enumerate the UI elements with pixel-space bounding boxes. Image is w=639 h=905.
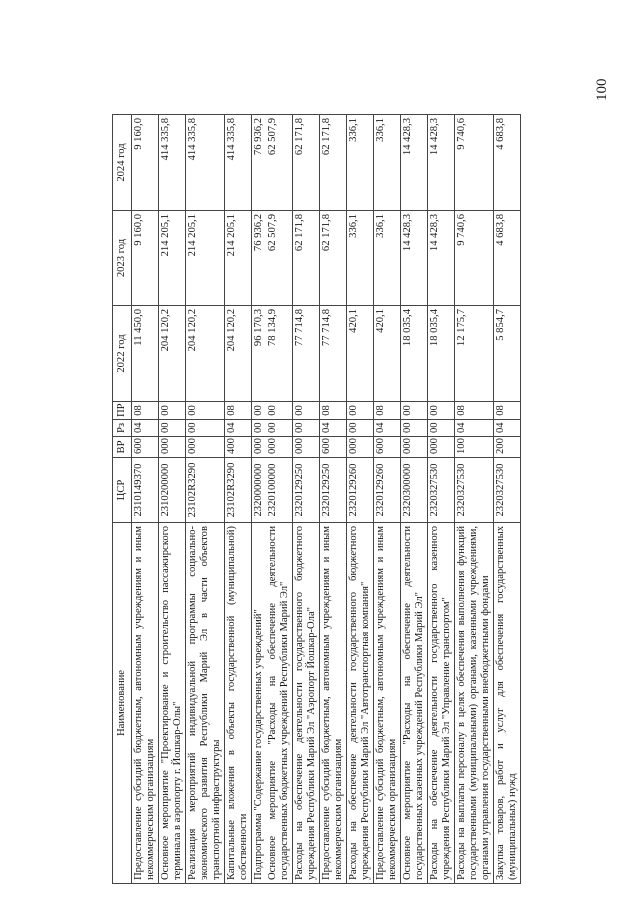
cell-2022: 420,1: [347, 306, 374, 402]
table-row: [266, 115, 293, 884]
cell-vr: 600: [320, 437, 347, 458]
cell-2023: 9 160,0: [132, 211, 159, 306]
cell-name: Капитальные вложения в объекты государственной (муниципальной) собственности: [225, 523, 252, 884]
cell-pr: 00: [293, 402, 320, 420]
table-row: [252, 115, 267, 884]
cell-csr: 2310149370: [132, 458, 159, 523]
cell-pr: 00: [401, 402, 428, 420]
cell-pr: 08: [320, 402, 347, 420]
cell-name: Предоставление субсидий бюджетным, автономным учреждениям и иным некоммерческим организациям: [132, 523, 159, 884]
cell-vr: 000: [266, 437, 293, 458]
cell-2024: 14 428,3: [428, 115, 455, 211]
cell-name: Подпрограмма "Содержание государственных учреждений": [252, 523, 267, 884]
cell-vr: 000: [293, 437, 320, 458]
cell-2024: 9 160,0: [132, 115, 159, 211]
cell-2024: 62 171,8: [293, 115, 320, 211]
cell-vr: 000: [428, 437, 455, 458]
rotated-table-container: [112, 115, 589, 884]
cell-name: Предоставление субсидий бюджетным, автономным учреждениям и иным некоммерческим организациям: [320, 523, 347, 884]
cell-2022: 5 854,7: [494, 306, 521, 402]
cell-vr: 000: [401, 437, 428, 458]
cell-rz: 04: [320, 420, 347, 437]
cell-rz: 04: [494, 420, 521, 437]
table-row: [132, 115, 159, 884]
cell-pr: 08: [455, 402, 494, 420]
cell-2023: 4 683,8: [494, 211, 521, 306]
table-row: [347, 115, 374, 884]
cell-2024: 14 428,3: [401, 115, 428, 211]
cell-pr: 00: [186, 402, 225, 420]
cell-rz: 00: [293, 420, 320, 437]
cell-2024: 4 683,8: [494, 115, 521, 211]
table-row: [374, 115, 401, 884]
cell-2022: 77 714,8: [320, 306, 347, 402]
header-csr: ЦСР: [113, 458, 132, 523]
cell-2023: 76 936,2: [252, 211, 267, 306]
cell-2022: 18 035,4: [428, 306, 455, 402]
cell-csr: 2320129260: [347, 458, 374, 523]
cell-csr: 2320129250: [293, 458, 320, 523]
header-rz: Рз: [113, 420, 132, 437]
cell-rz: 04: [374, 420, 401, 437]
cell-pr: 00: [252, 402, 267, 420]
cell-2024: 414 335,8: [159, 115, 186, 211]
table-row: [428, 115, 455, 884]
cell-name: Основное мероприятие "Расходы на обеспечение деятельности государственных казенных учреждений Республики Марий Эл": [401, 523, 428, 884]
cell-2023: 336,1: [374, 211, 401, 306]
cell-csr: 2320327530: [494, 458, 521, 523]
table-row: [401, 115, 428, 884]
page-number: 100: [594, 78, 610, 102]
cell-vr: 000: [159, 437, 186, 458]
cell-rz: 00: [252, 420, 267, 437]
cell-rz: 00: [401, 420, 428, 437]
cell-vr: 600: [132, 437, 159, 458]
cell-name: Предоставление субсидий бюджетным, автономным учреждениям и иным некоммерческим организациям: [374, 523, 401, 884]
cell-2022: 77 714,8: [293, 306, 320, 402]
cell-rz: 00: [186, 420, 225, 437]
cell-csr: 2320000000: [252, 458, 267, 523]
cell-rz: 00: [159, 420, 186, 437]
cell-2024: 414 335,8: [186, 115, 225, 211]
cell-rz: 04: [455, 420, 494, 437]
cell-name: Расходы на выплаты персоналу в целях обеспечения выполнения функций государственными (муниципальными) органами, казенными учреждениями, органами управления государственными внебюджетными фондами: [455, 523, 494, 884]
cell-vr: 100: [455, 437, 494, 458]
cell-pr: 08: [494, 402, 521, 420]
cell-name: Основное мероприятие "Расходы на обеспечение деятельности государственных бюджетных учреждений Республики Марий Эл": [266, 523, 293, 884]
table-row: [159, 115, 186, 884]
cell-rz: 00: [266, 420, 293, 437]
cell-2022: 420,1: [374, 306, 401, 402]
table-row: [320, 115, 347, 884]
cell-2022: 96 170,3: [252, 306, 267, 402]
cell-2023: 214 205,1: [225, 211, 252, 306]
table-row: [186, 115, 225, 884]
cell-vr: 000: [186, 437, 225, 458]
cell-csr: 2320327530: [455, 458, 494, 523]
cell-2024: 76 936,2: [252, 115, 267, 211]
cell-csr: 2320327530: [428, 458, 455, 523]
cell-2024: 62 507,9: [266, 115, 293, 211]
table-row: [225, 115, 252, 884]
cell-2023: 62 171,8: [320, 211, 347, 306]
cell-2022: 204 120,2: [225, 306, 252, 402]
cell-rz: 00: [347, 420, 374, 437]
cell-name: Расходы на обеспечение деятельности государственного бюджетного учреждения Республики Марий Эл "Автотранспортная компания": [347, 523, 374, 884]
cell-2024: 414 335,8: [225, 115, 252, 211]
cell-2022: 204 120,2: [186, 306, 225, 402]
cell-csr: 2320300000: [401, 458, 428, 523]
cell-pr: 00: [347, 402, 374, 420]
header-2024: 2024 год: [113, 115, 132, 211]
header-2023: 2023 год: [113, 211, 132, 306]
cell-csr: 23102R3290: [225, 458, 252, 523]
cell-2024: 62 171,8: [320, 115, 347, 211]
cell-vr: 600: [374, 437, 401, 458]
budget-table: [112, 114, 521, 884]
header-2022: 2022 год: [113, 306, 132, 402]
cell-csr: 2320100000: [266, 458, 293, 523]
header-vr: ВР: [113, 437, 132, 458]
cell-name: Расходы на обеспечение деятельности государственного бюджетного учреждения Республики Марий Эл "Аэропорт Йошкар-Ола": [293, 523, 320, 884]
cell-2023: 9 740,6: [455, 211, 494, 306]
cell-2023: 214 205,1: [159, 211, 186, 306]
cell-pr: 00: [428, 402, 455, 420]
table-row: [293, 115, 320, 884]
table-header-row: [113, 115, 132, 884]
cell-vr: 000: [252, 437, 267, 458]
table-row: [494, 115, 521, 884]
header-pr: ПР: [113, 402, 132, 420]
cell-2024: 336,1: [347, 115, 374, 211]
cell-2022: 11 450,0: [132, 306, 159, 402]
cell-name: Реализация мероприятий индивидуальной программы социально-экономического развития Республики Марий Эл в части объектов транспортной инфраструктуры: [186, 523, 225, 884]
cell-vr: 000: [347, 437, 374, 458]
cell-vr: 200: [494, 437, 521, 458]
cell-pr: 00: [159, 402, 186, 420]
cell-2022: 78 134,9: [266, 306, 293, 402]
cell-name: Закупка товаров, работ и услуг для обеспечения государственных (муниципальных) нужд: [494, 523, 521, 884]
cell-csr: 2310200000: [159, 458, 186, 523]
cell-2022: 12 175,7: [455, 306, 494, 402]
cell-csr: 2320129260: [374, 458, 401, 523]
table-row: [455, 115, 494, 884]
cell-2024: 9 740,6: [455, 115, 494, 211]
cell-name: Основное мероприятие "Проектирование и строительство пассажирского терминала в аэропорту г. Йошкар-Олы": [159, 523, 186, 884]
cell-name: Расходы на обеспечение деятельности государственного казенного учреждения Республики Марий Эл "Управление транспортом": [428, 523, 455, 884]
cell-csr: 2320129250: [320, 458, 347, 523]
cell-rz: 04: [132, 420, 159, 437]
cell-2023: 336,1: [347, 211, 374, 306]
cell-2023: 14 428,3: [428, 211, 455, 306]
cell-pr: 08: [374, 402, 401, 420]
cell-vr: 400: [225, 437, 252, 458]
cell-pr: 00: [266, 402, 293, 420]
cell-rz: 04: [225, 420, 252, 437]
cell-2022: 204 120,2: [159, 306, 186, 402]
header-name: Наименование: [113, 523, 132, 884]
cell-2024: 336,1: [374, 115, 401, 211]
cell-2023: 62 171,8: [293, 211, 320, 306]
cell-rz: 00: [428, 420, 455, 437]
cell-2023: 14 428,3: [401, 211, 428, 306]
cell-pr: 08: [225, 402, 252, 420]
cell-2023: 62 507,9: [266, 211, 293, 306]
cell-pr: 08: [132, 402, 159, 420]
cell-2022: 18 035,4: [401, 306, 428, 402]
cell-2023: 214 205,1: [186, 211, 225, 306]
cell-csr: 23102R3290: [186, 458, 225, 523]
